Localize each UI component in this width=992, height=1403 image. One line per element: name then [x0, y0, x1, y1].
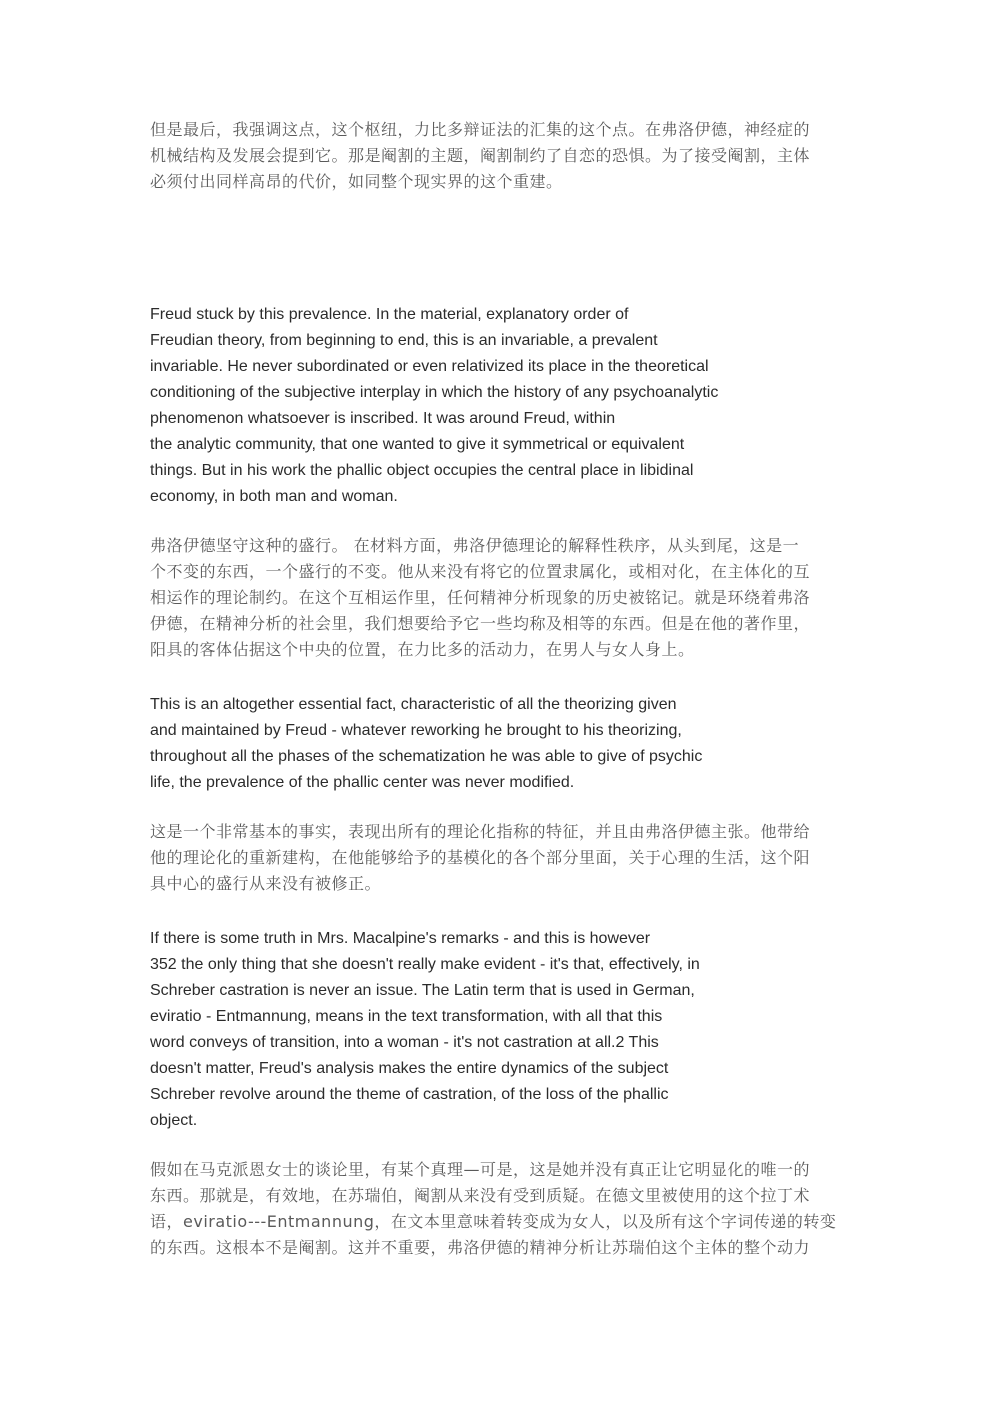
text-line: 语，eviratio---Entmannung，在文本里意味着转变成为女人，以及所有这个字词传递的转变 [150, 1212, 837, 1231]
text-line: 这是一个非常基本的事实，表现出所有的理论化指称的特征，并且由弗洛伊德主张。他带给 [150, 822, 811, 841]
text-line: conditioning of the subjective interplay in which the history of any psychoanalytic [150, 384, 719, 401]
paragraph-en-macalpine [150, 926, 700, 1134]
text-line: throughout all the phases of the schematization he was able to give of psychic [150, 748, 703, 765]
paragraph-zh-macalpine [150, 1157, 836, 1261]
text-line: 的东西。这根本不是阉割。这并不重要，弗洛伊德的精神分析让苏瑞伯这个主体的整个动力 [150, 1238, 811, 1257]
text-line: Freud stuck by this prevalence. In the material, explanatory order of [150, 306, 629, 323]
text-line: If there is some truth in Mrs. Macalpine's remarks - and this is however [150, 930, 651, 947]
text-line: economy, in both man and woman. [150, 488, 398, 505]
text-line: life, the prevalence of the phallic center was never modified. [150, 774, 575, 791]
paragraph-zh-freud-prevalence [150, 533, 810, 663]
text-line: word conveys of transition, into a woman - it's not castration at all.2 This [150, 1034, 659, 1051]
text-line: 352 the only thing that she doesn't really make evident - it's that, effectively, in [150, 956, 700, 973]
text-line: invariable. He never subordinated or even relativized its place in the theoretical [150, 358, 709, 375]
text-line: 假如在马克派恩女士的谈论里，有某个真理—可是，这是她并没有真正让它明显化的唯一的 [150, 1160, 811, 1179]
text-line: phenomenon whatsoever is inscribed. It was around Freud, within [150, 410, 616, 427]
paragraph-en-freud-prevalence [150, 302, 718, 510]
text-line: 他的理论化的重新建构，在他能够给予的基模化的各个部分里面，关于心理的生活，这个阳 [150, 848, 811, 867]
text-line: 机械结构及发展会提到它。那是阉割的主题，阉割制约了自恋的恐惧。为了接受阉割，主体 [150, 146, 811, 165]
text-line: 必须付出同样高昂的代价，如同整个现实界的这个重建。 [150, 172, 563, 191]
text-line: 个不变的东西，一个盛行的不变。他从来没有将它的位置隶属化，或相对化，在主体化的互 [150, 562, 811, 581]
text-line: eviratio - Entmannung, means in the text transformation, with all that this [150, 1008, 663, 1025]
paragraph-en-essential-fact [150, 692, 702, 796]
text-line: 阳具的客体佔据这个中央的位置，在力比多的活动力，在男人与女人身上。 [150, 640, 695, 659]
text-line: 东西。那就是，有效地，在苏瑞伯，阉割从来没有受到质疑。在德文里被使用的这个拉丁术 [150, 1186, 811, 1205]
text-line: Freudian theory, from beginning to end, this is an invariable, a prevalent [150, 332, 658, 349]
text-line: 伊德，在精神分析的社会里，我们想要给予它一些均称及相等的东西。但是在他的著作里， [150, 614, 811, 633]
paragraph-zh-castration-pivot [150, 117, 810, 195]
text-line: 具中心的盛行从来没有被修正。 [150, 874, 382, 893]
text-line: This is an altogether essential fact, characteristic of all the theorizing given [150, 696, 677, 713]
text-line: Schreber castration is never an issue. The Latin term that is used in German, [150, 982, 695, 999]
text-line: Schreber revolve around the theme of castration, of the loss of the phallic [150, 1086, 669, 1103]
text-line: things. But in his work the phallic object occupies the central place in libidinal [150, 462, 694, 479]
text-line: 但是最后，我强调这点，这个枢纽，力比多辩证法的汇集的这个点。在弗洛伊德，神经症的 [150, 120, 811, 139]
text-line: and maintained by Freud - whatever reworking he brought to his theorizing, [150, 722, 682, 739]
text-line: 弗洛伊德坚守这种的盛行。 在材料方面，弗洛伊德理论的解释性秩序，从头到尾，这是一 [150, 536, 800, 555]
text-line: 相运作的理论制约。在这个互相运作里，任何精神分析现象的历史被铭记。就是环绕着弗洛 [150, 588, 811, 607]
text-line: doesn't matter, Freud's analysis makes the entire dynamics of the subject [150, 1060, 669, 1077]
text-line: object. [150, 1112, 198, 1129]
paragraph-zh-essential-fact [150, 819, 810, 897]
text-line: the analytic community, that one wanted to give it symmetrical or equivalent [150, 436, 685, 453]
